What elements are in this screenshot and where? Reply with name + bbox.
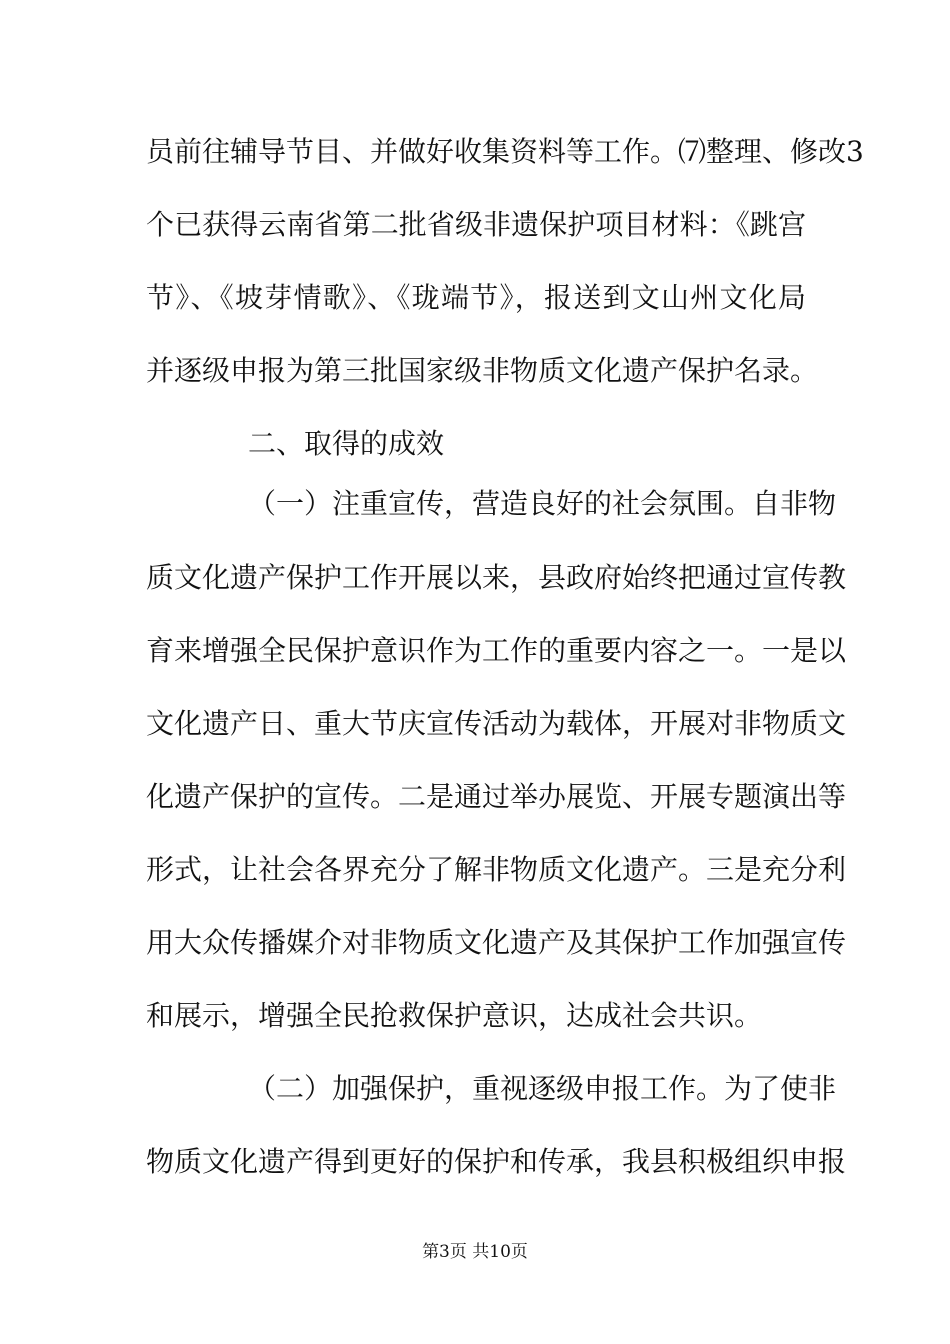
body-line-3: 节》、《坡芽情歌》、《珑端节》，报送到文山州文化局	[146, 281, 806, 314]
section-heading: 二、取得的成效	[248, 427, 445, 460]
page-footer: 第3页 共10页	[422, 1242, 528, 1262]
paragraph-1-line-8: 和展示，增强全民抢救保护意识，达成社会共识。	[146, 999, 763, 1032]
paragraph-1-line-2: 质文化遗产保护工作开展以来，县政府始终把通过宣传教	[146, 561, 847, 594]
paragraph-1-line-5: 化遗产保护的宣传。二是通过举办展览、开展专题演出等	[146, 780, 847, 813]
body-line-2: 个已获得云南省第二批省级非遗保护项目材料：《跳宫	[146, 208, 806, 241]
paragraph-1-line-1: （一）注重宣传，营造良好的社会氛围。自非物	[248, 487, 837, 520]
paragraph-1-line-4: 文化遗产日、重大节庆宣传活动为载体，开展对非物质文	[146, 707, 847, 740]
paragraph-1-line-6: 形式，让社会各界充分了解非物质文化遗产。三是充分利	[146, 853, 847, 886]
paragraph-1-line-7: 用大众传播媒介对非物质文化遗产及其保护工作加强宣传	[146, 926, 847, 959]
paragraph-1-line-3: 育来增强全民保护意识作为工作的重要内容之一。一是以	[146, 634, 847, 667]
body-line-1: 员前往辅导节目、并做好收集资料等工作。⑺整理、修改3	[146, 135, 864, 168]
paragraph-2-line-2: 物质文化遗产得到更好的保护和传承，我县积极组织申报	[146, 1145, 847, 1178]
body-line-4: 并逐级申报为第三批国家级非物质文化遗产保护名录。	[146, 354, 819, 387]
paragraph-2-line-1: （二）加强保护，重视逐级申报工作。为了使非	[248, 1072, 837, 1105]
